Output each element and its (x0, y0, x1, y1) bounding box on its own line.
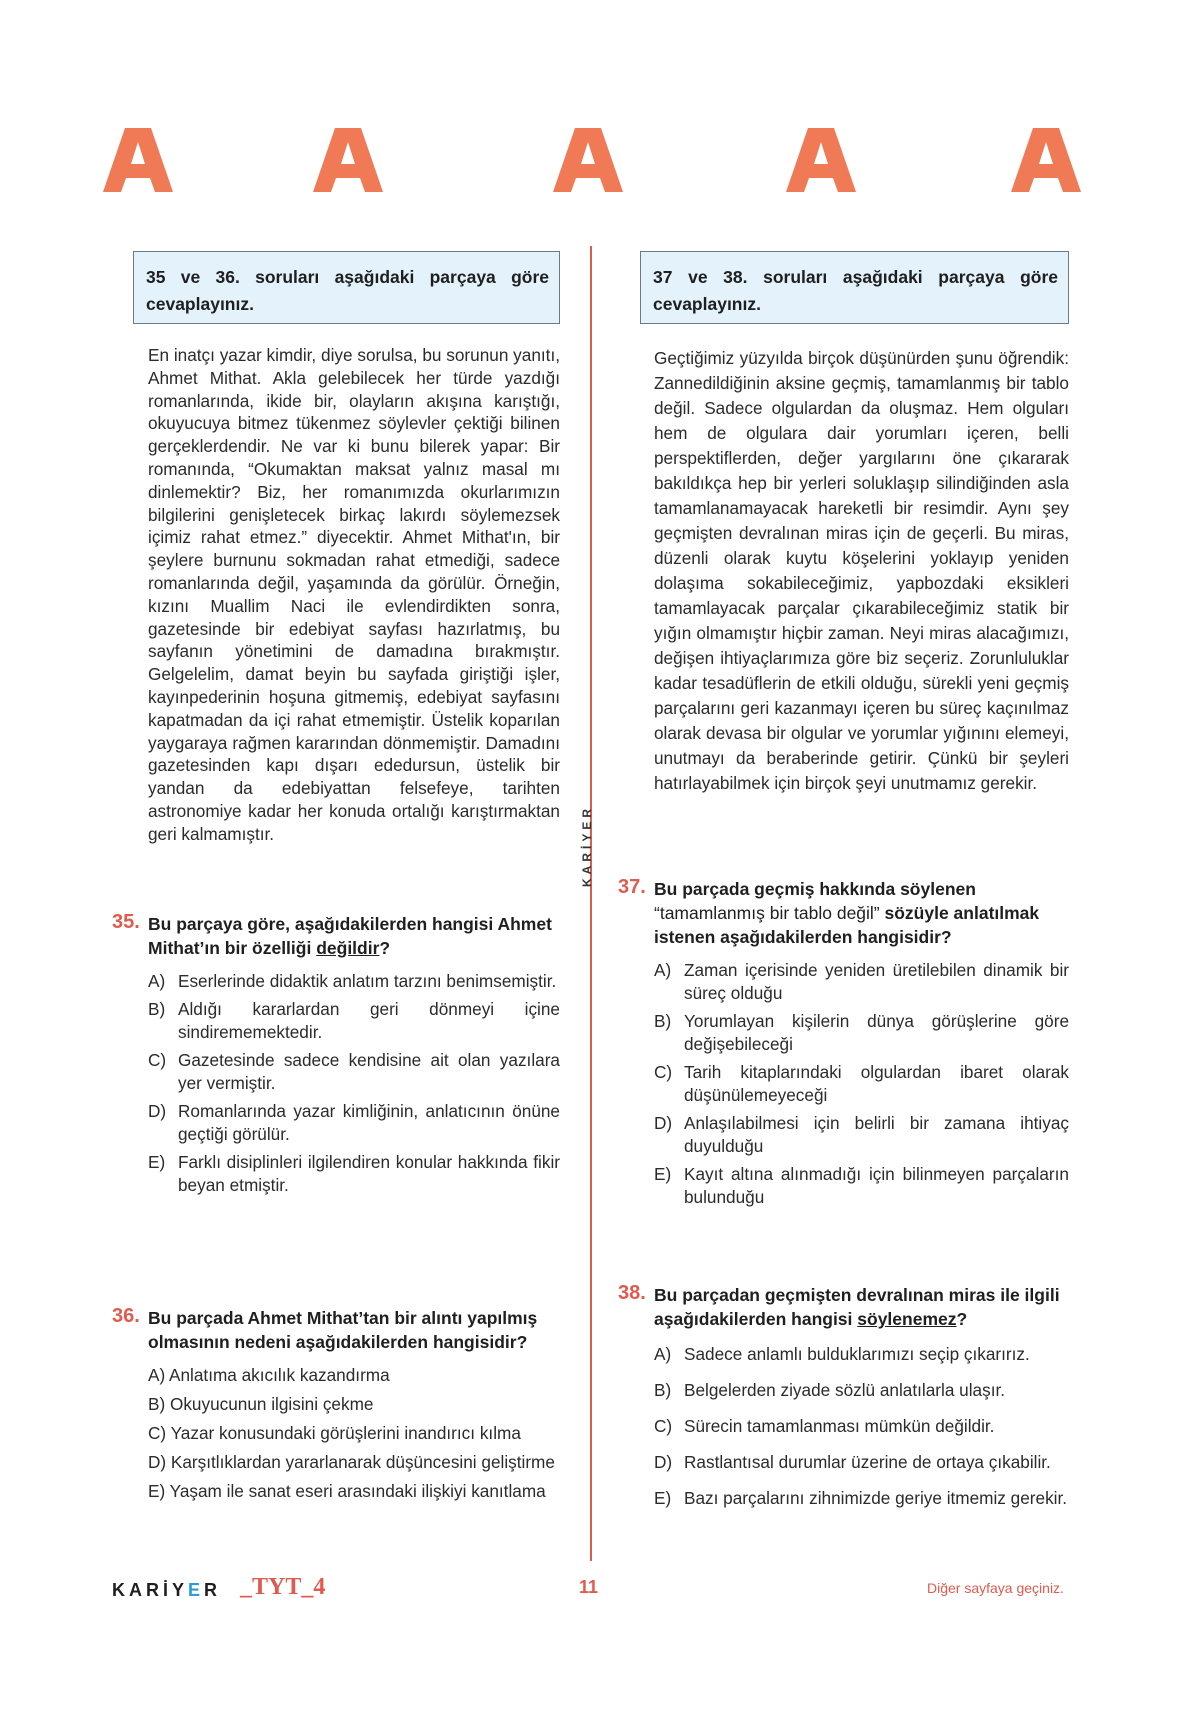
answer-option-c[interactable] (654, 1413, 1069, 1440)
answer-option-b[interactable] (654, 1010, 1069, 1056)
footer-brand-logo (112, 1580, 221, 1601)
question-text: Bu parçada geçmiş hakkında söylenen (654, 879, 976, 899)
option-text: Bazı parçalarını zihnimizde geriye itmemiz gerekir. (684, 1488, 1068, 1508)
option-letter: C) (148, 1050, 167, 1070)
answer-options (654, 1341, 1069, 1512)
next-page-note: Diğer sayfaya geçiniz. (927, 1580, 1064, 1596)
option-text: Eserlerinde didaktik anlatım tarzını benimsemiştir. (178, 971, 557, 991)
answer-option-d[interactable] (654, 1112, 1069, 1158)
option-letter: B) (148, 999, 166, 1019)
brand-text: KARİY (112, 1580, 189, 1600)
instruction-box-37-38: 37 ve 38. soruları aşağıdaki parçaya göre cevaplayınız. (640, 251, 1069, 324)
question-negation: değildir (316, 938, 380, 958)
answer-option-d[interactable]: D) Karşıtlıklardan yararlanarak düşüncesini geliştirme (148, 1452, 555, 1472)
question-35 (112, 912, 560, 1202)
answer-options (654, 959, 1069, 1209)
question-38-stem (618, 1283, 1069, 1331)
answer-option-e[interactable]: E) Yaşam ile sanat eseri arasındaki ilişkiyi kanıtlama (148, 1481, 546, 1501)
reading-passage-heritage: Geçtiğimiz yüzyılda birçok düşünürden şunu öğrendik: Zannedildiğinin aksine geçmiş, tamamlanmış bir tablo değil. Sadece olgulardan da oluşmaz. Hem olguları hem de olgulara dair yorumları içeren, belli perspektiflerden, değer yargılarını öne çıkararak bakıldıkça hep bir yerleri soluklaşıp silindiğinden asla tamamlanamayacak hareketli bir resimdir. Aynı şey geçmişten devralınan miras için de geçerli. Bu miras, düzenli olarak kuytu köşelerini yoklayıp yeniden dolaşıma sokabileceğimiz, yapbozdaki eksikleri tamamlayacak parçalar çıkarabileceğimiz statik bir yığın olmamıştır hiçbir zaman. Neyi miras alacağımızı, değişen ihtiyaçlarımıza göre biz seçeriz. Zorunluluklar kadar tesadüflerin de etkili olduğu, sürekli yeni geçmiş parçalarını geri kazanmayı içeren bu süreç kaçınılmaz olarak devasa bir olgular ve yorumlar yığınını elemeyi, unutmayı da beraberinde getirir. Çünkü bir şeyleri hatırlayabilmek için birçok şeyi unutmamız gerekir. (654, 348, 1069, 793)
option-letter: C) (654, 1062, 673, 1082)
question-mark: ? (956, 1309, 968, 1329)
question-text-end: sözüyle anlatılmak istenen aşağıdakilerden hangisidir? (654, 903, 1040, 947)
option-text: Belgelerden ziyade sözlü anlatılarla ulaşır. (684, 1380, 1006, 1400)
answer-option-a[interactable]: A) Anlatıma akıcılık kazandırma (148, 1365, 390, 1385)
option-text: Gazetesinde sadece kendisine ait olan yazılara yer vermiştir. (178, 1050, 560, 1093)
answer-option-e[interactable] (148, 1151, 560, 1197)
booklet-letter-5 (1011, 128, 1081, 192)
column-divider (590, 246, 592, 1561)
question-negation: söylenemez (857, 1309, 957, 1329)
option-letter: A) (148, 971, 166, 991)
option-letter: B) (654, 1380, 672, 1400)
reading-passage-ahmet-mithat: En inatçı yazar kimdir, diye sorulsa, bu sorunun yanıtı, Ahmet Mithat. Akla gelebilecek her türde yazdığı romanlarında, ikide bir, olayların akışına karıştığı, okuyucuya bitmez tükenmez söylevler çektiği bilinen gerçeklerdendir. Ne var ki bunu bilerek yapar: Bir romanında, “Okumaktan maksat yalnız masal mı dinlemektir? Biz, her romanımızda okurlarımızın bilgilerini genişletecek birkaç lakırdı söylemezsek içimiz rahat etmez.” diyecektir. Ahmet Mithat'ın, bir şeylere burnunu sokmadan rahat etmediği, sadece romanlarında değil, yaşamında da görülür. Örneğin, kızını Muallim Naci ile evlendirdikten sonra, gazetesinde bir edebiyat sayfası hazırlatmış, bu sayfanın yönetimini de damadına bırakmıştır. Gelgelelim, damat beyin bu sayfada giriştiği işler, kayınpederinin hoşuna gitmemiş, edebiyat sayfasını kapatmadan da içi rahat etmemiştir. Üstelik koparılan yaygaraya rağmen kararından dönmemiştir. Damadını gazetesinden kapı dışarı ededursun, üstelik bir yandan da edebiyattan felsefeye, tarihten astronomiye kadar her konuda ortalığı karıştırmaktan geri kalmamıştır. (148, 345, 560, 844)
brand-accent: E (188, 1580, 205, 1600)
question-number: 38. (618, 1282, 646, 1304)
option-text: Anlaşılabilmesi için belirli bir zamana ihtiyaç duyulduğu (684, 1113, 1069, 1156)
option-letter: E) (654, 1488, 672, 1508)
answer-option-b[interactable] (654, 1377, 1069, 1404)
question-37 (618, 877, 1069, 1214)
question-number: 36. (112, 1305, 140, 1327)
question-37-stem (618, 877, 1069, 949)
answer-option-e[interactable] (654, 1163, 1069, 1209)
booklet-letter-2 (313, 128, 383, 192)
instruction-box-35-36: 35 ve 36. soruları aşağıdaki parçaya göre cevaplayınız. (133, 251, 560, 324)
question-36 (112, 1306, 560, 1509)
option-letter: B) (654, 1011, 672, 1031)
brand-text-end: R (204, 1580, 222, 1600)
answer-option-d[interactable] (148, 1100, 560, 1146)
answer-option-b[interactable] (148, 998, 560, 1044)
option-text: Kayıt altına alınmadığı için bilinmeyen parçaların bulunduğu (684, 1164, 1069, 1207)
answer-option-d[interactable] (654, 1449, 1069, 1476)
answer-option-c[interactable]: C) Yazar konusundaki görüşlerini inandırıcı kılma (148, 1423, 521, 1443)
question-38 (618, 1283, 1069, 1521)
question-36-stem (112, 1306, 560, 1354)
booklet-letter-1 (103, 128, 173, 192)
exam-code: _TYT_4 (240, 1574, 326, 1600)
option-text: Rastlantısal durumlar üzerine de ortaya çıkabilir. (684, 1452, 1051, 1472)
option-text: Yorumlayan kişilerin dünya görüşlerine göre değişebileceği (684, 1011, 1069, 1054)
answer-option-b[interactable]: B) Okuyucunun ilgisini çekme (148, 1394, 374, 1414)
question-number: 35. (112, 911, 140, 933)
option-letter: E) (654, 1164, 672, 1184)
option-letter: C) (654, 1416, 673, 1436)
option-letter: D) (148, 1101, 167, 1121)
question-text: Bu parçada Ahmet Mithat’tan bir alıntı yapılmış olmasının nedeni aşağıdakilerden hangisidir? (148, 1308, 538, 1352)
question-quote: “tamamlanmış bir tablo değil” (654, 903, 880, 923)
answer-option-c[interactable] (654, 1061, 1069, 1107)
page-number: 11 (579, 1577, 599, 1597)
answer-option-a[interactable] (654, 1341, 1069, 1368)
answer-option-c[interactable] (148, 1049, 560, 1095)
option-letter: D) (654, 1113, 673, 1133)
option-text: Aldığı kararlardan geri dönmeyi içine sindirememektedir. (178, 999, 560, 1042)
option-text: Tarih kitaplarındaki olgulardan ibaret olarak düşünülemeyeceği (684, 1062, 1069, 1105)
option-letter: A) (654, 1344, 672, 1364)
booklet-letter-3 (553, 128, 623, 192)
answer-option-a[interactable] (654, 959, 1069, 1005)
answer-option-a[interactable] (148, 970, 560, 993)
answer-option-e[interactable] (654, 1485, 1069, 1512)
question-mark: ? (379, 938, 391, 958)
question-35-stem (112, 912, 560, 960)
option-letter: E) (148, 1152, 166, 1172)
option-text: Romanlarında yazar kimliğinin, anlatıcının önüne geçtiği görülür. (178, 1101, 560, 1144)
option-letter: A) (654, 960, 672, 980)
option-text: Sürecin tamamlanması mümkün değildir. (684, 1416, 995, 1436)
answer-options (148, 1364, 560, 1503)
question-text: Bu parçadan geçmişten devralınan miras ile ilgili aşağıdakilerden hangisi (654, 1285, 1060, 1329)
option-letter: D) (654, 1452, 673, 1472)
question-number: 37. (618, 876, 646, 898)
option-text: Sadece anlamlı bulduklarımızı seçip çıkarırız. (684, 1344, 1030, 1364)
option-text: Farklı disiplinleri ilgilendiren konular hakkında fikir beyan etmiştir. (178, 1152, 560, 1195)
answer-options (148, 970, 560, 1197)
option-text: Zaman içerisinde yeniden üretilebilen dinamik bir süreç olduğu (684, 960, 1069, 1003)
question-text: Bu parçaya göre, aşağıdakilerden hangisi Ahmet Mithat’ın bir özelliği (148, 914, 552, 958)
side-brand-label: KARİYER (580, 805, 594, 888)
booklet-letter-4 (786, 128, 856, 192)
